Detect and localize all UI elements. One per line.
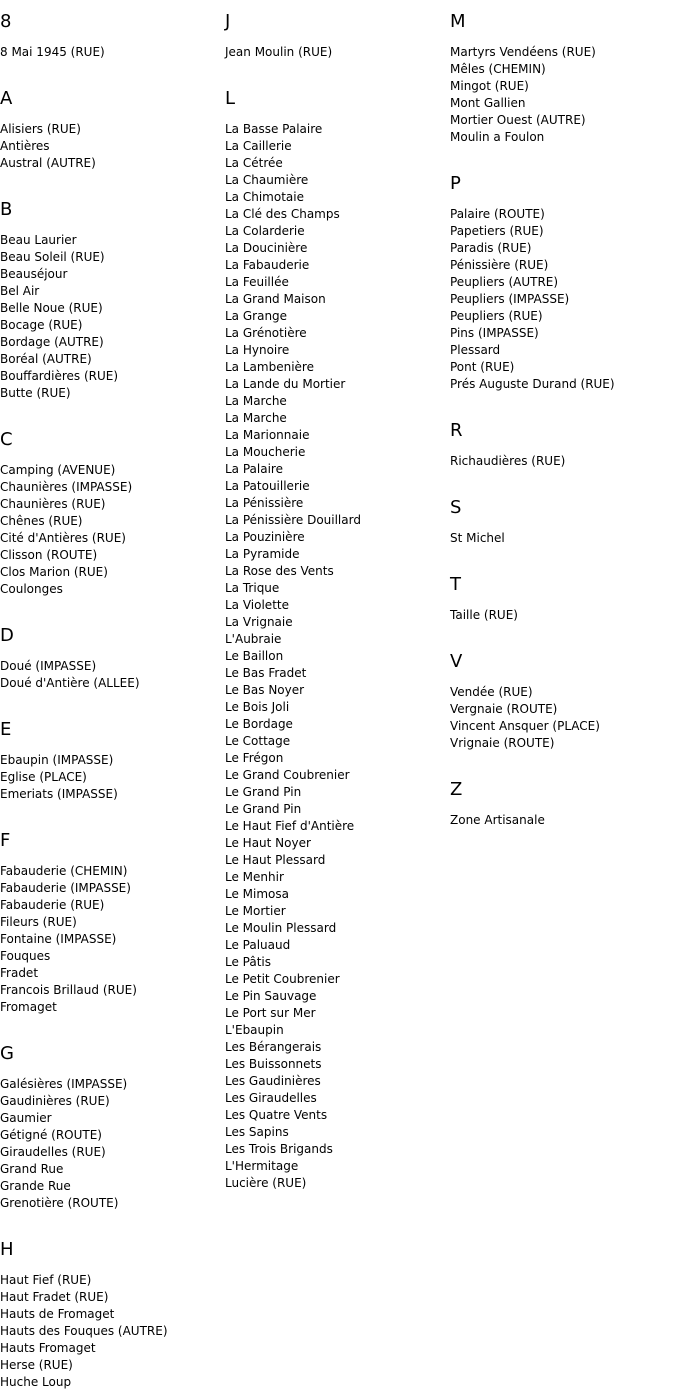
street-entry: Gaudinières (RUE) bbox=[0, 1094, 110, 1108]
street-list bbox=[450, 44, 675, 146]
street-entry: Bocage (RUE) bbox=[0, 318, 83, 332]
street-entry: La Pouzinière bbox=[225, 530, 305, 544]
street-entry: Fabauderie (CHEMIN) bbox=[0, 864, 128, 878]
street-list bbox=[0, 658, 220, 692]
street-entry: Le Bas Noyer bbox=[225, 683, 305, 697]
street-entry: Les Gaudinières bbox=[225, 1074, 321, 1088]
street-entry: La Caillerie bbox=[225, 139, 292, 153]
street-list bbox=[450, 530, 675, 547]
street-list bbox=[0, 1076, 220, 1212]
street-entry: La Marche bbox=[225, 411, 287, 425]
index-column bbox=[225, 10, 445, 1192]
street-entry: La Chaumière bbox=[225, 173, 309, 187]
letter-section bbox=[450, 419, 675, 496]
street-list bbox=[0, 752, 220, 803]
letter-section bbox=[0, 829, 220, 1042]
street-entry: Martyrs Vendéens (RUE) bbox=[450, 45, 596, 59]
street-entry: La Hynoire bbox=[225, 343, 290, 357]
letter-section bbox=[0, 10, 220, 87]
street-entry: Le Mimosa bbox=[225, 887, 289, 901]
index-column bbox=[450, 10, 675, 829]
street-entry: Le Port sur Mer bbox=[225, 1006, 316, 1020]
street-entry: Fileurs (RUE) bbox=[0, 915, 77, 929]
street-entry: La Lande du Mortier bbox=[225, 377, 346, 391]
street-entry: Francois Brillaud (RUE) bbox=[0, 983, 137, 997]
street-entry: Plessard bbox=[450, 343, 501, 357]
street-entry: Les Bérangerais bbox=[225, 1040, 322, 1054]
street-entry: Le Pin Sauvage bbox=[225, 989, 317, 1003]
section-letter-heading: S bbox=[450, 497, 462, 518]
letter-section bbox=[450, 496, 675, 573]
street-entry: Boréal (AUTRE) bbox=[0, 352, 92, 366]
street-entry: Chaunières (IMPASSE) bbox=[0, 480, 133, 494]
street-entry: Clisson (ROUTE) bbox=[0, 548, 98, 562]
section-letter-heading: F bbox=[0, 830, 11, 851]
letter-section bbox=[0, 624, 220, 718]
street-list bbox=[0, 1272, 220, 1391]
section-spacer bbox=[0, 692, 220, 718]
street-entry: La Vrignaie bbox=[225, 615, 293, 629]
street-entry: Gétigné (ROUTE) bbox=[0, 1128, 102, 1142]
street-entry: Paradis (RUE) bbox=[450, 241, 532, 255]
street-entry: Eglise (PLACE) bbox=[0, 770, 87, 784]
street-entry: Galésières (IMPASSE) bbox=[0, 1077, 128, 1091]
street-entry: Fouques bbox=[0, 949, 51, 963]
street-entry: Prés Auguste Durand (RUE) bbox=[450, 377, 615, 391]
street-entry: L'Ebaupin bbox=[225, 1023, 284, 1037]
street-list bbox=[450, 812, 675, 829]
street-entry: Papetiers (RUE) bbox=[450, 224, 544, 238]
street-entry: Le Bas Fradet bbox=[225, 666, 307, 680]
street-entry: Clos Marion (RUE) bbox=[0, 565, 108, 579]
street-entry: Le Grand Pin bbox=[225, 802, 302, 816]
street-entry: Austral (AUTRE) bbox=[0, 156, 96, 170]
street-entry: Haut Fradet (RUE) bbox=[0, 1290, 109, 1304]
letter-section bbox=[450, 10, 675, 172]
street-entry: 8 Mai 1945 (RUE) bbox=[0, 45, 105, 59]
street-entry: Herse (RUE) bbox=[0, 1358, 73, 1372]
street-entry: Bel Air bbox=[0, 284, 40, 298]
street-entry: Vendée (RUE) bbox=[450, 685, 533, 699]
section-letter-heading: D bbox=[0, 625, 14, 646]
street-entry: L'Aubraie bbox=[225, 632, 282, 646]
street-entry: La Rose des Vents bbox=[225, 564, 334, 578]
street-entry: Bouffardières (RUE) bbox=[0, 369, 119, 383]
section-letter-heading: R bbox=[450, 420, 463, 441]
street-entry: Vergnaie (ROUTE) bbox=[450, 702, 558, 716]
section-spacer bbox=[450, 470, 675, 496]
street-entry: Richaudières (RUE) bbox=[450, 454, 566, 468]
street-entry: Giraudelles (RUE) bbox=[0, 1145, 106, 1159]
street-entry: La Cétrée bbox=[225, 156, 283, 170]
street-entry: Cité d'Antières (RUE) bbox=[0, 531, 126, 545]
street-entry: Alisiers (RUE) bbox=[0, 122, 81, 136]
street-entry: La Violette bbox=[225, 598, 289, 612]
street-list bbox=[450, 453, 675, 470]
street-entry: La Pénissière bbox=[225, 496, 304, 510]
street-entry: Lucière (RUE) bbox=[225, 1176, 307, 1190]
street-entry: Peupliers (IMPASSE) bbox=[450, 292, 570, 306]
street-entry: Taille (RUE) bbox=[450, 608, 518, 622]
street-entry: Grand Rue bbox=[0, 1162, 64, 1176]
section-letter-heading: G bbox=[0, 1043, 14, 1064]
section-spacer bbox=[0, 61, 220, 87]
section-letter-heading: T bbox=[450, 574, 461, 595]
street-list bbox=[450, 684, 675, 752]
street-entry: La Palaire bbox=[225, 462, 283, 476]
section-letter-heading: V bbox=[450, 651, 463, 672]
street-entry: Grenotière (ROUTE) bbox=[0, 1196, 119, 1210]
section-spacer bbox=[450, 624, 675, 650]
street-entry: Chênes (RUE) bbox=[0, 514, 83, 528]
letter-section bbox=[0, 1042, 220, 1238]
street-entry: Palaire (ROUTE) bbox=[450, 207, 545, 221]
street-entry: Le Haut Plessard bbox=[225, 853, 326, 867]
letter-section bbox=[0, 198, 220, 428]
street-entry: La Trique bbox=[225, 581, 280, 595]
street-entry: Le Mortier bbox=[225, 904, 286, 918]
section-letter-heading: L bbox=[225, 88, 236, 109]
street-entry: Beauséjour bbox=[0, 267, 68, 281]
street-entry: Le Menhir bbox=[225, 870, 284, 884]
section-spacer bbox=[450, 393, 675, 419]
street-entry: Beau Soleil (RUE) bbox=[0, 250, 105, 264]
street-entry: Le Grand Pin bbox=[225, 785, 302, 799]
street-entry: Fabauderie (IMPASSE) bbox=[0, 881, 131, 895]
street-entry: Fromaget bbox=[0, 1000, 57, 1014]
street-entry: Haut Fief (RUE) bbox=[0, 1273, 92, 1287]
street-entry: Le Grand Coubrenier bbox=[225, 768, 350, 782]
street-entry: Hauts Fromaget bbox=[0, 1341, 96, 1355]
street-entry: Doué (IMPASSE) bbox=[0, 659, 97, 673]
street-list bbox=[0, 462, 220, 598]
section-spacer bbox=[0, 172, 220, 198]
street-list bbox=[225, 44, 445, 61]
street-list bbox=[450, 206, 675, 393]
street-entry: Peupliers (RUE) bbox=[450, 309, 543, 323]
street-entry: La Fabauderie bbox=[225, 258, 310, 272]
letter-section bbox=[450, 573, 675, 650]
section-letter-heading: E bbox=[0, 719, 12, 740]
street-entry: Le Frégon bbox=[225, 751, 284, 765]
street-entry: Beau Laurier bbox=[0, 233, 77, 247]
street-entry: Le Petit Coubrenier bbox=[225, 972, 340, 986]
street-entry: La Marionnaie bbox=[225, 428, 310, 442]
street-entry: Huche Loup bbox=[0, 1375, 72, 1389]
street-entry: Butte (RUE) bbox=[0, 386, 71, 400]
street-entry: Pénissière (RUE) bbox=[450, 258, 549, 272]
street-entry: Hauts des Fouques (AUTRE) bbox=[0, 1324, 168, 1338]
street-entry: Emeriats (IMPASSE) bbox=[0, 787, 118, 801]
section-letter-heading: B bbox=[0, 199, 13, 220]
street-entry: Ebaupin (IMPASSE) bbox=[0, 753, 114, 767]
street-entry: Gaumier bbox=[0, 1111, 52, 1125]
section-spacer bbox=[450, 146, 675, 172]
street-list bbox=[450, 607, 675, 624]
street-entry: Mêles (CHEMIN) bbox=[450, 62, 546, 76]
street-entry: Moulin a Foulon bbox=[450, 130, 545, 144]
street-entry: Vincent Ansquer (PLACE) bbox=[450, 719, 600, 733]
street-entry: Le Moulin Plessard bbox=[225, 921, 337, 935]
street-entry: La Moucherie bbox=[225, 445, 306, 459]
street-entry: La Feuillée bbox=[225, 275, 289, 289]
street-entry: L'Hermitage bbox=[225, 1159, 299, 1173]
street-entry: Camping (AVENUE) bbox=[0, 463, 116, 477]
street-entry: Bordage (AUTRE) bbox=[0, 335, 104, 349]
street-entry: Le Cottage bbox=[225, 734, 291, 748]
street-entry: Le Haut Fief d'Antière bbox=[225, 819, 355, 833]
street-entry: Fabauderie (RUE) bbox=[0, 898, 105, 912]
street-entry: Jean Moulin (RUE) bbox=[225, 45, 333, 59]
letter-section bbox=[0, 1238, 220, 1391]
section-spacer bbox=[450, 752, 675, 778]
letter-section bbox=[450, 778, 675, 829]
letter-section bbox=[225, 10, 445, 87]
street-entry: Fontaine (IMPASSE) bbox=[0, 932, 117, 946]
street-entry: Chaunières (RUE) bbox=[0, 497, 106, 511]
street-entry: Pont (RUE) bbox=[450, 360, 515, 374]
section-letter-heading: A bbox=[0, 88, 13, 109]
street-entry: Doué d'Antière (ALLEE) bbox=[0, 676, 140, 690]
street-entry: Grande Rue bbox=[0, 1179, 71, 1193]
street-list bbox=[0, 121, 220, 172]
street-entry: Hauts de Fromaget bbox=[0, 1307, 115, 1321]
street-entry: Coulonges bbox=[0, 582, 63, 596]
street-entry: Les Giraudelles bbox=[225, 1091, 317, 1105]
street-entry: La Doucinière bbox=[225, 241, 308, 255]
street-entry: La Basse Palaire bbox=[225, 122, 323, 136]
street-entry: Belle Noue (RUE) bbox=[0, 301, 103, 315]
street-entry: La Lambenière bbox=[225, 360, 314, 374]
letter-section bbox=[450, 650, 675, 778]
street-entry: Fradet bbox=[0, 966, 39, 980]
section-spacer bbox=[225, 61, 445, 87]
street-entry: Mont Gallien bbox=[450, 96, 526, 110]
street-entry: Pins (IMPASSE) bbox=[450, 326, 539, 340]
section-spacer bbox=[450, 547, 675, 573]
letter-section bbox=[0, 428, 220, 624]
section-letter-heading: Z bbox=[450, 779, 463, 800]
street-entry: Peupliers (AUTRE) bbox=[450, 275, 559, 289]
street-entry: La Chimotaie bbox=[225, 190, 304, 204]
street-entry: Le Haut Noyer bbox=[225, 836, 311, 850]
section-letter-heading: H bbox=[0, 1239, 14, 1260]
street-entry: La Marche bbox=[225, 394, 287, 408]
street-entry: La Grand Maison bbox=[225, 292, 326, 306]
street-entry: Les Trois Brigands bbox=[225, 1142, 333, 1156]
section-letter-heading: 8 bbox=[0, 11, 12, 32]
section-spacer bbox=[0, 1016, 220, 1042]
street-entry: La Patouillerie bbox=[225, 479, 310, 493]
street-entry: Vrignaie (ROUTE) bbox=[450, 736, 555, 750]
section-letter-heading: M bbox=[450, 11, 466, 32]
street-list bbox=[225, 121, 445, 1192]
section-letter-heading: C bbox=[0, 429, 13, 450]
street-entry: Le Paluaud bbox=[225, 938, 291, 952]
street-entry: Le Pâtis bbox=[225, 955, 272, 969]
street-entry: St Michel bbox=[450, 531, 505, 545]
street-entry: La Pyramide bbox=[225, 547, 300, 561]
street-entry: Les Quatre Vents bbox=[225, 1108, 328, 1122]
section-spacer bbox=[0, 1212, 220, 1238]
street-entry: Mingot (RUE) bbox=[450, 79, 529, 93]
section-spacer bbox=[0, 598, 220, 624]
street-entry: Antières bbox=[0, 139, 50, 153]
street-entry: La Clé des Champs bbox=[225, 207, 340, 221]
section-spacer bbox=[0, 803, 220, 829]
section-spacer bbox=[0, 402, 220, 428]
street-list bbox=[0, 232, 220, 402]
street-entry: Mortier Ouest (AUTRE) bbox=[450, 113, 586, 127]
street-entry: Zone Artisanale bbox=[450, 813, 545, 827]
section-letter-heading: J bbox=[225, 11, 231, 32]
index-column bbox=[0, 10, 220, 1391]
street-list bbox=[0, 863, 220, 1016]
street-entry: La Pénissière Douillard bbox=[225, 513, 361, 527]
street-entry: La Colarderie bbox=[225, 224, 305, 238]
section-letter-heading: P bbox=[450, 173, 461, 194]
street-entry: Le Bois Joli bbox=[225, 700, 290, 714]
letter-section bbox=[225, 87, 445, 1192]
street-entry: Le Baillon bbox=[225, 649, 284, 663]
street-entry: La Grange bbox=[225, 309, 288, 323]
letter-section bbox=[0, 718, 220, 829]
street-entry: La Grénotière bbox=[225, 326, 307, 340]
street-list bbox=[0, 44, 220, 61]
street-entry: Le Bordage bbox=[225, 717, 293, 731]
letter-section bbox=[0, 87, 220, 198]
letter-section bbox=[450, 172, 675, 419]
street-entry: Les Sapins bbox=[225, 1125, 289, 1139]
street-entry: Les Buissonnets bbox=[225, 1057, 322, 1071]
